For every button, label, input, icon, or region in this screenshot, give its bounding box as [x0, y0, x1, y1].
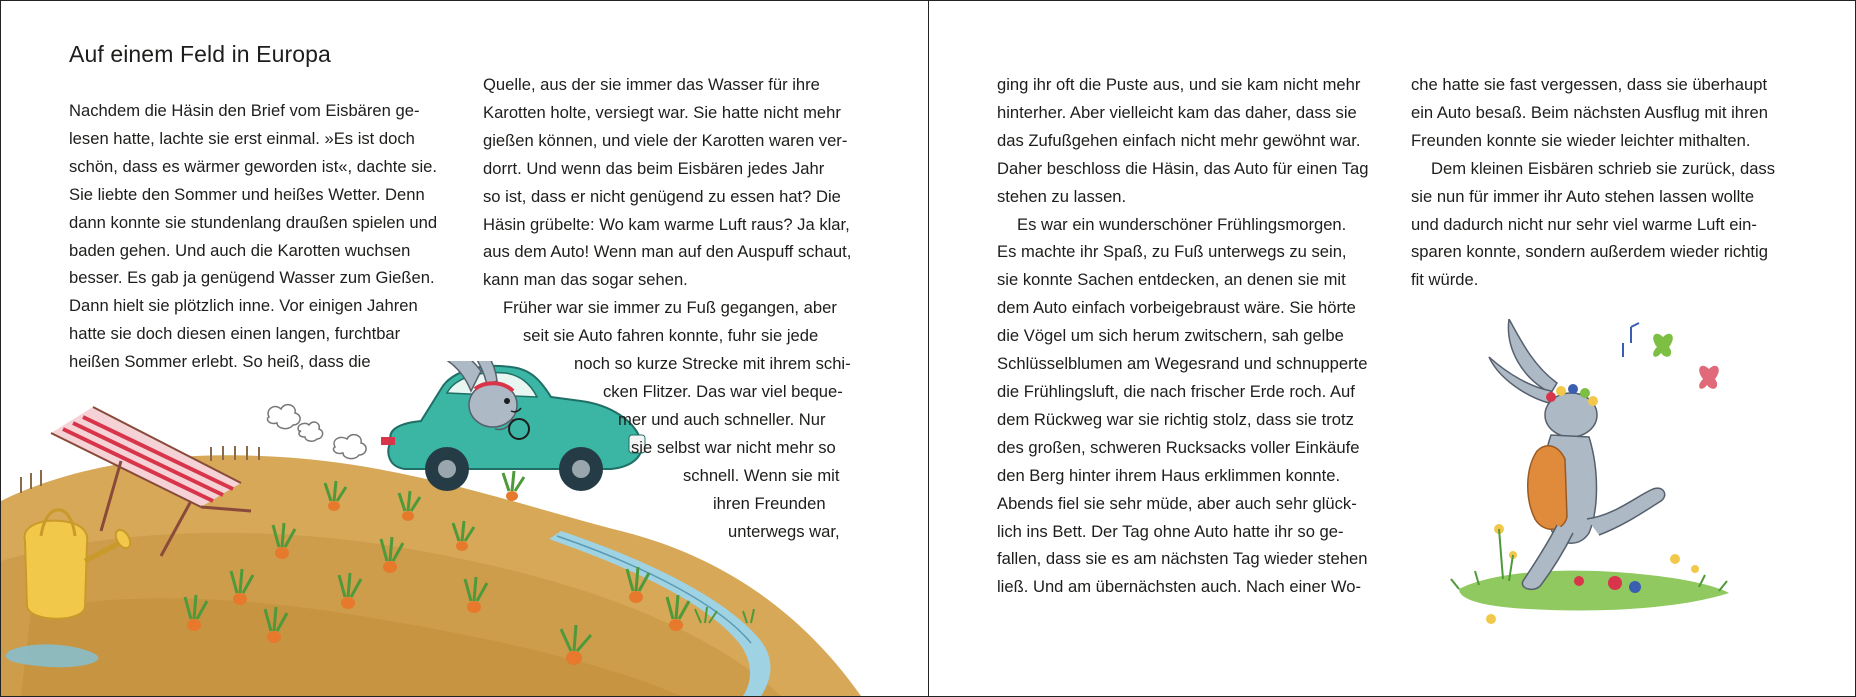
text-line: gießen können, und viele der Karotten waren ver-: [483, 130, 848, 150]
hare: [1489, 319, 1665, 589]
text-line: hatte sie doch diesen einen langen, furchtbar: [69, 324, 401, 344]
text-line: und dadurch nicht nur sehr viel warme Luft ein-: [1411, 214, 1757, 234]
text-line: ließ. Und am übernächsten auch. Nach einer Wo-: [997, 577, 1362, 597]
text-line: die Vögel um sich herum zwitschern, sah gelbe: [997, 326, 1344, 346]
backpack: [1528, 446, 1567, 530]
chapter-heading: Auf einem Feld in Europa: [69, 41, 331, 67]
right-page: [929, 1, 1855, 696]
text-line: noch so kurze Strecke mit ihrem schi-: [574, 354, 851, 374]
text-line: Häsin grübelte: Wo kam warme Luft raus? Ja klar,: [483, 214, 850, 234]
text-line: kann man das sogar sehen.: [483, 270, 688, 290]
text-line: schön, dass es wärmer geworden ist«, dachte sie.: [69, 156, 438, 176]
text-line: ein Auto besaß. Beim nächsten Ausflug mit ihren: [1411, 102, 1768, 122]
text-line: Karotten holte, versiegt war. Sie hatte nicht mehr: [483, 102, 841, 122]
text-line: aus dem Auto! Wenn man auf den Auspuff schaut,: [483, 242, 852, 262]
text-line: fallen, dass sie es am nächsten Tag wieder stehen: [997, 549, 1368, 569]
text-line: baden gehen. Und auch die Karotten wuchsen: [69, 240, 411, 260]
text-line: Dann hielt sie plötzlich inne. Vor einigen Jahren: [69, 296, 418, 316]
text-line: so ist, dass er nicht genügend zu essen hat? Die: [483, 186, 841, 206]
text-line: Nachdem die Häsin den Brief vom Eisbären ge-: [69, 101, 420, 120]
text-line: dem Auto einfach vorbeigebraust wäre. Sie hörte: [997, 298, 1356, 318]
butterflies: [1623, 323, 1719, 389]
text-line: Dem kleinen Eisbären schrieb sie zurück, dass: [1431, 158, 1776, 178]
text-line: seit sie Auto fahren konnte, fuhr sie jede: [523, 326, 819, 346]
text-column-3: [997, 71, 1387, 601]
text-line: hinterher. Aber vielleicht kam das daher, dass sie: [997, 102, 1357, 122]
text-line: sie selbst war nicht mehr so: [631, 437, 836, 457]
text-line: dorrt. Und wenn das beim Eisbären jedes Jahr: [483, 158, 825, 178]
text-line: Es machte ihr Spaß, zu Fuß unterwegs zu sein,: [997, 242, 1347, 262]
text-line: Es war ein wunderschöner Frühlingsmorgen.: [1017, 214, 1347, 234]
walking-hare-illustration: [1439, 319, 1739, 649]
text-line: lesen hatte, lachte sie erst einmal. »Es ist doch: [69, 128, 415, 148]
text-line: lich ins Bett. Der Tag ohne Auto hatte ihr so ge-: [997, 521, 1344, 541]
grass-patch: [1459, 571, 1729, 611]
text-line: unterwegs war,: [728, 521, 840, 541]
exhaust-clouds: [267, 405, 366, 459]
text-line: Schlüsselblumen am Wegesrand und schnupperte: [997, 354, 1368, 374]
text-line: Früher war sie immer zu Fuß gegangen, aber: [503, 298, 837, 318]
text-line: den Berg hinter ihrem Haus erklimmen konnte.: [997, 465, 1341, 485]
text-line: cken Flitzer. Das war viel beque-: [603, 381, 843, 401]
text-line: des großen, schweren Rucksacks voller Einkäufe: [997, 437, 1360, 457]
text-line: Quelle, aus der sie immer das Wasser für ihre: [483, 75, 820, 94]
text-line: sie konnte Sachen entdecken, an denen sie mit: [997, 270, 1346, 290]
text-line: sie nun für immer ihr Auto stehen lassen wollte: [1411, 186, 1755, 206]
text-line: Sie liebte den Sommer und heißes Wetter. Denn: [69, 184, 425, 204]
text-column-1: [69, 97, 459, 376]
text-line: Daher beschloss die Häsin, das Auto für einen Tag: [997, 158, 1369, 178]
text-line: che hatte sie fast vergessen, dass sie überhaupt: [1411, 75, 1768, 94]
text-line: ihren Freunden: [713, 493, 826, 513]
text-line: mer und auch schneller. Nur: [618, 409, 826, 429]
text-line: das Zufußgehen einfach nicht mehr gewöhnt war.: [997, 130, 1361, 150]
text-line: heißen Sommer erlebt. So heiß, dass die: [69, 352, 371, 372]
text-line: stehen zu lassen.: [997, 186, 1127, 206]
text-column-2: [483, 71, 863, 545]
text-line: dann konnte sie stundenlang draußen spielen und: [69, 212, 438, 232]
text-line: Abends fiel sie sehr müde, aber auch sehr glück-: [997, 493, 1357, 513]
text-line: ging ihr oft die Puste aus, und sie kam nicht mehr: [997, 75, 1361, 94]
text-line: besser. Es gab ja genügend Wasser zum Gießen.: [69, 268, 435, 288]
left-page: [1, 1, 928, 696]
text-line: die Frühlingsluft, die nach frischer Erde roch. Auf: [997, 381, 1355, 401]
text-line: fit würde.: [1411, 270, 1479, 290]
text-column-4: [1411, 71, 1801, 294]
text-line: dem Rückweg war sie richtig stolz, dass sie trotz: [997, 409, 1354, 429]
text-line: sparen konnte, sondern außerdem wieder richtig: [1411, 242, 1768, 262]
text-line: Freunden konnte sie wieder leichter mithalten.: [1411, 130, 1751, 150]
text-line: schnell. Wenn sie mit: [683, 465, 840, 485]
